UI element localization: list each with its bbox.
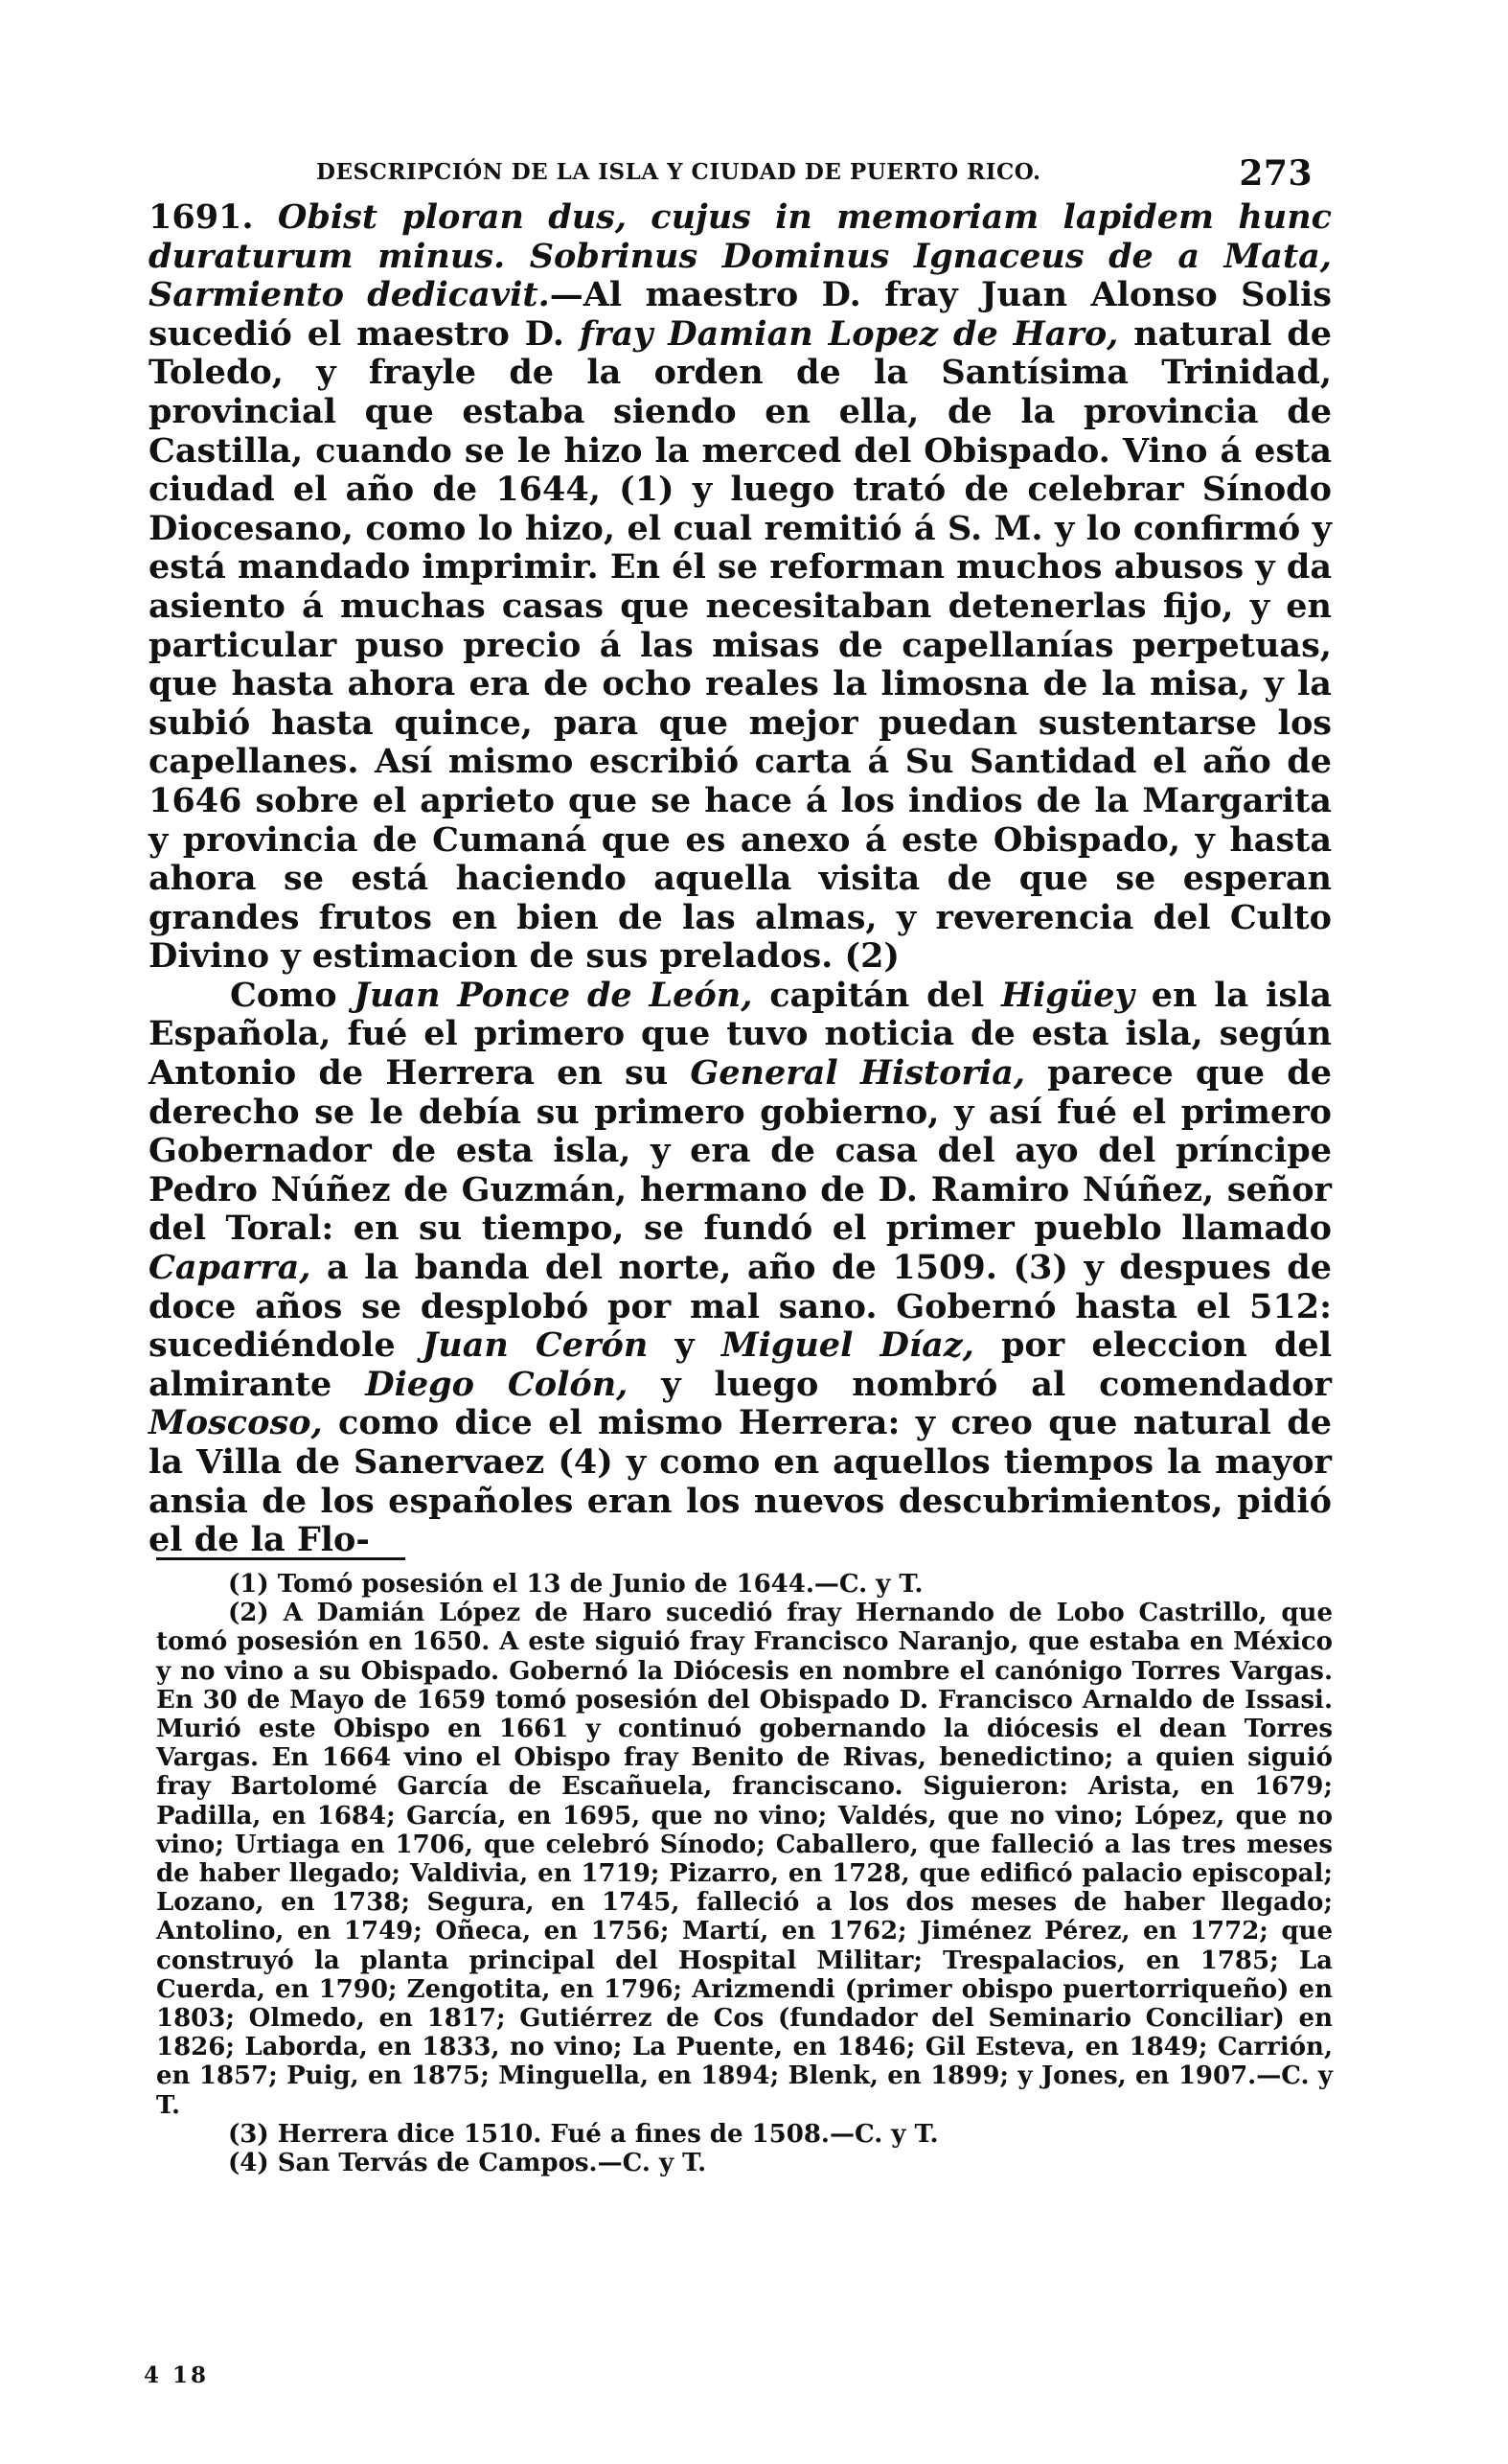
- footnotes: [156, 1570, 1333, 2177]
- p2-text-m: por eleccion del almirante: [149, 1325, 1332, 1404]
- p2-text-c: capitán del: [752, 975, 1001, 1015]
- p1-text-c: —Al maestro D. fray Juan Alonso Solis sucedió el maestro D.: [149, 275, 1333, 354]
- p2-name-higuey: Higüey: [1000, 975, 1134, 1015]
- page-number: 273: [1239, 153, 1313, 194]
- running-head: [316, 153, 1313, 192]
- paragraph-1: [149, 198, 1332, 977]
- footnote-1: (1) Tomó posesión el 13 de Junio de 1644.—C. y T.: [228, 1570, 924, 1599]
- p1-latin-epitaph: Obist ploran dus, cujus in memoriam lapidem hunc duraturum minus. Sobrinus Dominus Ignaceus de a Mata, Sarmiento dedicavit.: [149, 197, 1332, 315]
- p2-text-i: a la banda del norte, año de 1509. (3) y despues de doce años se desplobó por mal sano. Gobernó hasta el 512: sucediéndole: [149, 1248, 1332, 1366]
- p2-name-juan-ceron: Juan Cerón: [422, 1325, 649, 1366]
- p2-text-g: parece que de derecho se le debía su primero gobierno, y así fué el primero Gobernador de esta isla, y era de casa del ayo del príncipe Pedro Núñez de Guzmán, hermano de D. Ramiro Núñez, señor del Toral: en su tiempo, se fundó el primer pueblo llamado: [149, 1053, 1333, 1249]
- p1-text-e: natural de Toledo, y frayle de la orden de la Santísima Trinidad, provincial que estaba siendo en ella, de la provincia de Castilla, cuando se le hizo la merced del Obispado. Vino á esta ciudad el año de 1644, (1) y luego trató de celebrar Sínodo Diocesano, como lo hizo, el cual remitió á S. M. y lo confirmó y está mandado imprimir. En él se reforman muchos abusos y da asiento á muchas casas que necesitaban detenerlas fijo, y en particular puso precio á las misas de capellanías perpetuas, que hasta ahora era de ocho reales la limosna de la misa, y la subió hasta quince, para que mejor puedan sustentarse los capellanes. Así mismo escribió carta á Su Santidad el año de 1646 sobre el aprieto que se hace á los indios de la Margarita y provincia de Cumaná que es anexo á este Obispado, y hasta ahora se está haciendo aquella visita de que se esperan grandes frutos en bien de las almas, y reverencia del Culto Divino y estimacion de sus prelados. (2): [149, 313, 1333, 977]
- p2-text-e: en la isla Española, fué el primero que tuvo noticia de esta isla, según Antonio de Herrera en su: [149, 975, 1333, 1094]
- p2-text-k: y: [648, 1325, 721, 1366]
- footnote-3: (3) Herrera dice 1510. Fué a fines de 1508.—C. y T.: [228, 2119, 939, 2149]
- p2-name-moscoso: Moscoso,: [149, 1403, 323, 1443]
- p2-title-general-historia: General Historia,: [690, 1053, 1026, 1094]
- footnote-4: (4) San Tervás de Campos.—C. y T.: [228, 2149, 707, 2178]
- p1-name-lopez-de-haro: fray Damian Lopez de Haro,: [579, 313, 1119, 354]
- running-head-title: DESCRIPCIÓN DE LA ISLA Y CIUDAD DE PUERTO RICO.: [316, 159, 1041, 185]
- p1-text-a: 1691.: [149, 197, 278, 237]
- p2-name-ponce-de-leon: Juan Ponce de León,: [354, 975, 753, 1015]
- p2-text-o: y luego nombró al comendador: [628, 1364, 1332, 1404]
- p2-name-miguel-diaz: Miguel Díaz,: [720, 1325, 974, 1366]
- footnote-divider: [156, 1557, 405, 1560]
- paragraph-2: [149, 977, 1332, 1560]
- p2-text-q: como dice el mismo Herrera: y creo que natural de la Villa de Sanervaez (4) y como en aquellos tiempos la mayor ansia de los españoles eran los nuevos descubrimientos, pidió el de la Flo-: [149, 1403, 1332, 1560]
- p2-name-caparra: Caparra,: [149, 1248, 311, 1288]
- p2-text-a: Como: [230, 975, 354, 1015]
- footnote-2: (2) A Damián López de Haro sucedió fray Hernando de Lobo Castrillo, que tomó posesión en 1650. A este siguió fray Francisco Naranjo, que estaba en México y no vino a su Obispado. Gobernó la Diócesis en nombre el canónigo Torres Vargas. En 30 de Mayo de 1659 tomó posesión del Obispado D. Francisco Arnaldo de Issasi. Murió este Obispo en 1661 y continuó gobernando la diócesis el dean Torres Vargas. En 1664 vino el Obispo fray Benito de Rivas, benedictino; a quien siguió fray Bartolomé García de Escañuela, franciscano. Siguieron: Arista, en 1679; Padilla, en 1684; García, en 1695, que no vino; Valdés, que no vino; López, que no vino; Urtiaga en 1706, que celebró Sínodo; Caballero, que falleció a las tres meses de haber llegado; Valdivia, en 1719; Pizarro, en 1728, que edificó palacio episcopal; Lozano, en 1738; Segura, en 1745, falleció a los dos meses de haber llegado; Antolino, en 1749; Oñeca, en 1756; Martí, en 1762; Jiménez Pérez, en 1772; que construyó la planta principal del Hospital Militar; Trespalacios, en 1785; La Cuerda, en 1790; Zengotita, en 1796; Arizmendi (primer obispo puertorriqueño) en 1803; Olmedo, en 1817; Gutiérrez de Cos (fundador del Seminario Conciliar) en 1826; Laborda, en 1833, no vino; La Puente, en 1846; Gil Esteva, en 1849; Carrión, en 1857; Puig, en 1875; Minguella, en 1894; Blenk, en 1899; y Jones, en 1907.—C. y T.: [156, 1599, 1333, 2120]
- main-text: [149, 198, 1332, 1560]
- p2-name-diego-colon: Diego Colón,: [365, 1364, 628, 1404]
- printer-signature-mark: 4 18: [144, 2362, 210, 2388]
